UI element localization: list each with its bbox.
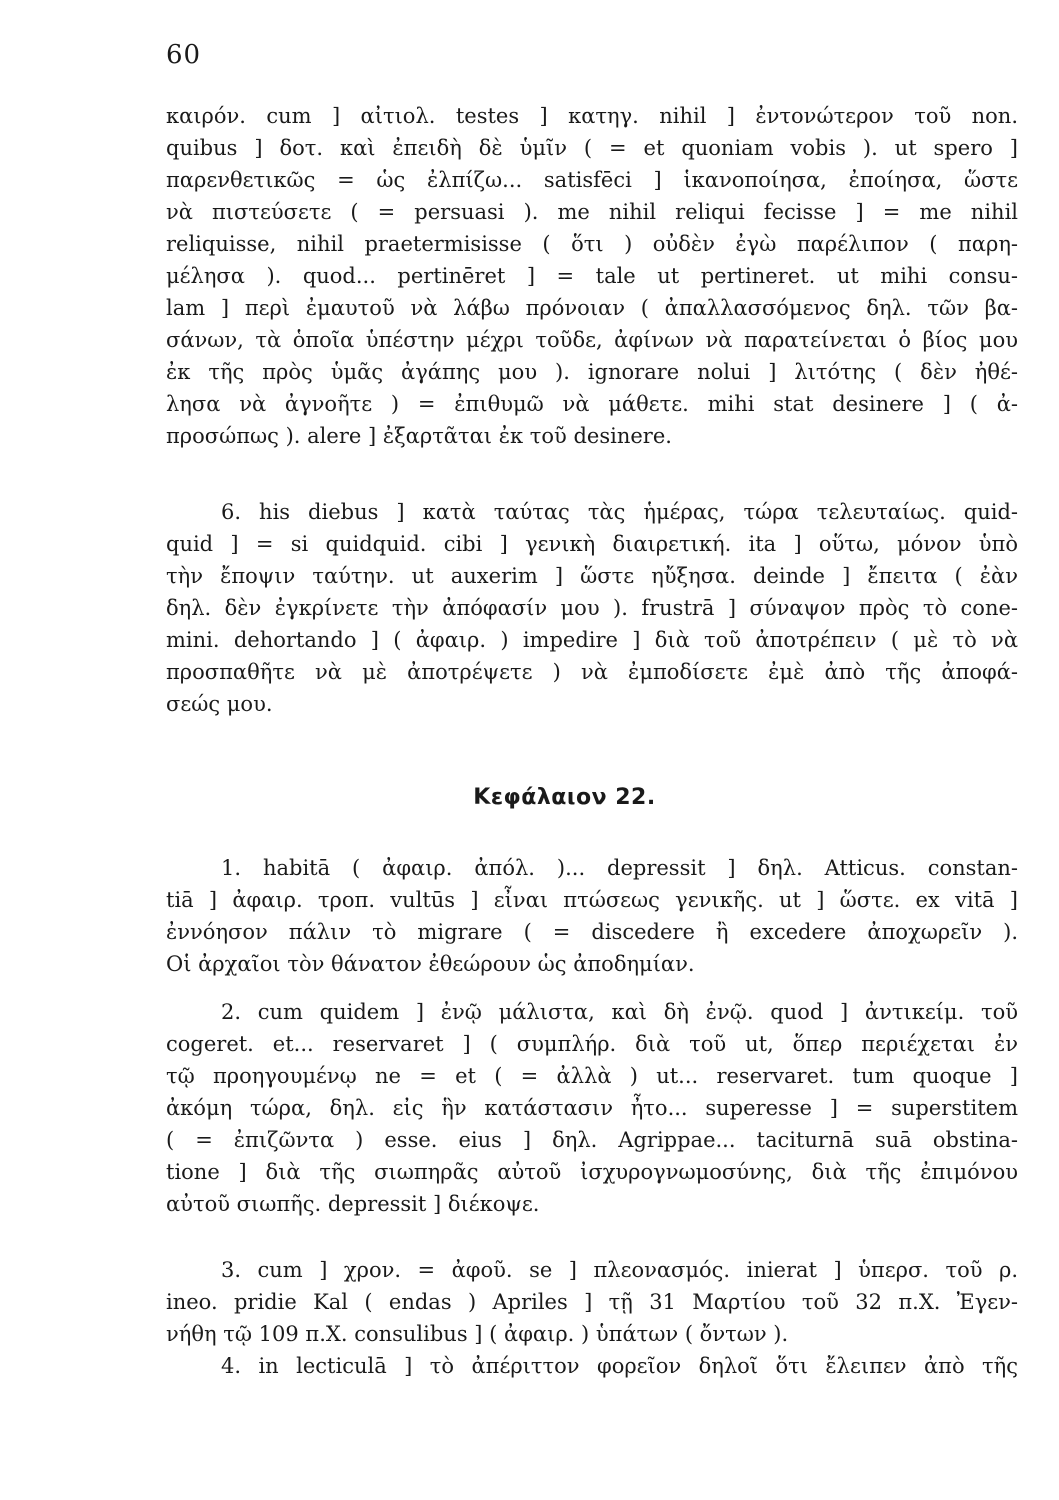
text-line: mini. dehortando ] ( ἀφαιρ. ) impedire ] διὰ τοῦ ἀποτρέπειν ( μὲ τὸ νὰ (166, 628, 1018, 652)
page-number: 60 (166, 40, 202, 70)
text-line: αὐτοῦ σιωπῆς. depressit ] διέκοψε. (166, 1192, 540, 1216)
text-line: ἀκόμη τώρα, δηλ. εἰς ἣν κατάστασιν ἦτο... superesse ] = superstitem (166, 1096, 1018, 1120)
chapter-heading: Κεφάλαιον 22. (473, 785, 656, 810)
text-line: σεώς μου. (166, 692, 273, 716)
text-line: cogeret. et... reservaret ] ( συμπλήρ. διὰ τοῦ ut, ὅπερ περιέχεται ἐν (166, 1032, 1018, 1056)
text-line: ἐκ τῆς πρὸς ὑμᾶς ἀγάπης μου ). ignorare nolui ] λιτότης ( δὲν ἠθέ- (166, 360, 1018, 384)
text-line: ineo. pridie Kal ( endas ) Apriles ] τῇ 31 Μαρτίου τοῦ 32 π.Χ. Ἐγεν- (166, 1290, 1018, 1314)
text-line: 3. cum ] χρον. = ἀφοῦ. se ] πλεονασμός. inierat ] ὑπερσ. τοῦ ρ. (221, 1258, 1018, 1282)
text-line: quibus ] δοτ. καὶ ἐπειδὴ δὲ ὑμῖν ( = et quoniam vobis ). ut spero ] (166, 136, 1018, 160)
text-line: παρενθετικῶς = ὡς ἐλπίζω... satisfēci ] ἱκανοποίησα, ἐποίησα, ὥστε (166, 168, 1018, 192)
text-line: reliquisse, nihil praetermisisse ( ὅτι ) οὐδὲν ἐγὼ παρέλιπον ( παρη- (166, 232, 1018, 256)
text-line: ( = ἐπιζῶντα ) esse. eius ] δηλ. Agrippae... taciturnā suā obstina- (166, 1128, 1018, 1152)
text-line: Οἱ ἀρχαῖοι τὸν θάνατον ἐθεώρουν ὡς ἀποδημίαν. (166, 952, 695, 976)
text-line: μέλησα ). quod... pertinēret ] = tale ut pertineret. ut mihi consu- (166, 264, 1018, 288)
text-line: νὰ πιστεύσετε ( = persuasi ). me nihil reliqui fecisse ] = me nihil (166, 200, 1018, 224)
text-line: προσπαθῆτε νὰ μὲ ἀποτρέψετε ) νὰ ἐμποδίσετε ἐμὲ ἀπὸ τῆς ἀποφά- (166, 660, 1018, 684)
text-line: τὴν ἔποψιν ταύτην. ut auxerim ] ὥστε ηὔξησα. deinde ] ἔπειτα ( ἐὰν (166, 564, 1018, 588)
text-line: ἐννόησον πάλιν τὸ migrare ( = discedere ἢ excedere ἀποχωρεῖν ). (166, 920, 1018, 944)
commentary-block-1 (166, 100, 1018, 452)
text-line: νήθη τῷ 109 π.Χ. consulibus ] ( ἀφαιρ. ) ὑπάτων ( ὄντων ). (166, 1322, 789, 1346)
text-line: καιρόν. cum ] αἰτιολ. testes ] κατηγ. nihil ] ἐντονώτερον τοῦ non. (166, 104, 1018, 128)
text-line: προσώπως ). alere ] ἐξαρτᾶται ἐκ τοῦ desinere. (166, 424, 672, 448)
text-line: lam ] περὶ ἐμαυτοῦ νὰ λάβω πρόνοιαν ( ἀπαλλασσόμενος δηλ. τῶν βα- (166, 296, 1018, 320)
text-line: tione ] διὰ τῆς σιωπηρᾶς αὐτοῦ ἰσχυρογνωμοσύνης, διὰ τῆς ἐπιμόνου (166, 1160, 1018, 1184)
text-line: λησα νὰ ἀγνοῆτε ) = ἐπιθυμῶ νὰ μάθετε. mihi stat desinere ] ( ἀ- (166, 392, 1018, 416)
commentary-block-4 (166, 996, 1018, 1220)
text-line: 2. cum quidem ] ἐνῷ μάλιστα, καὶ δὴ ἐνῷ. quod ] ἀντικείμ. τοῦ (221, 1000, 1018, 1024)
text-line: 4. in lecticulā ] τὸ ἀπέριττον φορεῖον δηλοῖ ὅτι ἔλειπεν ἀπὸ τῆς (221, 1354, 1018, 1378)
commentary-block-2 (166, 496, 1018, 720)
text-line: δηλ. δὲν ἐγκρίνετε τὴν ἀπόφασίν μου ). frustrā ] σύναψον πρὸς τὸ cone- (166, 596, 1018, 620)
commentary-block-3 (166, 852, 1018, 980)
text-line: quid ] = si quidquid. cibi ] γενικὴ διαιρετική. ita ] οὕτω, μόνον ὑπὸ (166, 532, 1018, 556)
text-line: σάνων, τὰ ὁποῖα ὑπέστην μέχρι τοῦδε, ἀφίνων νὰ παρατείνεται ὁ βίος μου (166, 328, 1018, 352)
commentary-block-5 (166, 1254, 1018, 1382)
text-line: 6. his diebus ] κατὰ ταύτας τὰς ἡμέρας, τώρα τελευταίως. quid- (221, 500, 1018, 524)
text-line: tiā ] ἀφαιρ. τροπ. vultūs ] εἶναι πτώσεως γενικῆς. ut ] ὥστε. ex vitā ] (166, 888, 1018, 912)
text-line: τῷ προηγουμένῳ ne = et ( = ἀλλὰ ) ut... reservaret. tum quoque ] (166, 1064, 1018, 1088)
text-line: 1. habitā ( ἀφαιρ. ἀπόλ. )... depressit ] δηλ. Atticus. constan- (221, 856, 1018, 880)
